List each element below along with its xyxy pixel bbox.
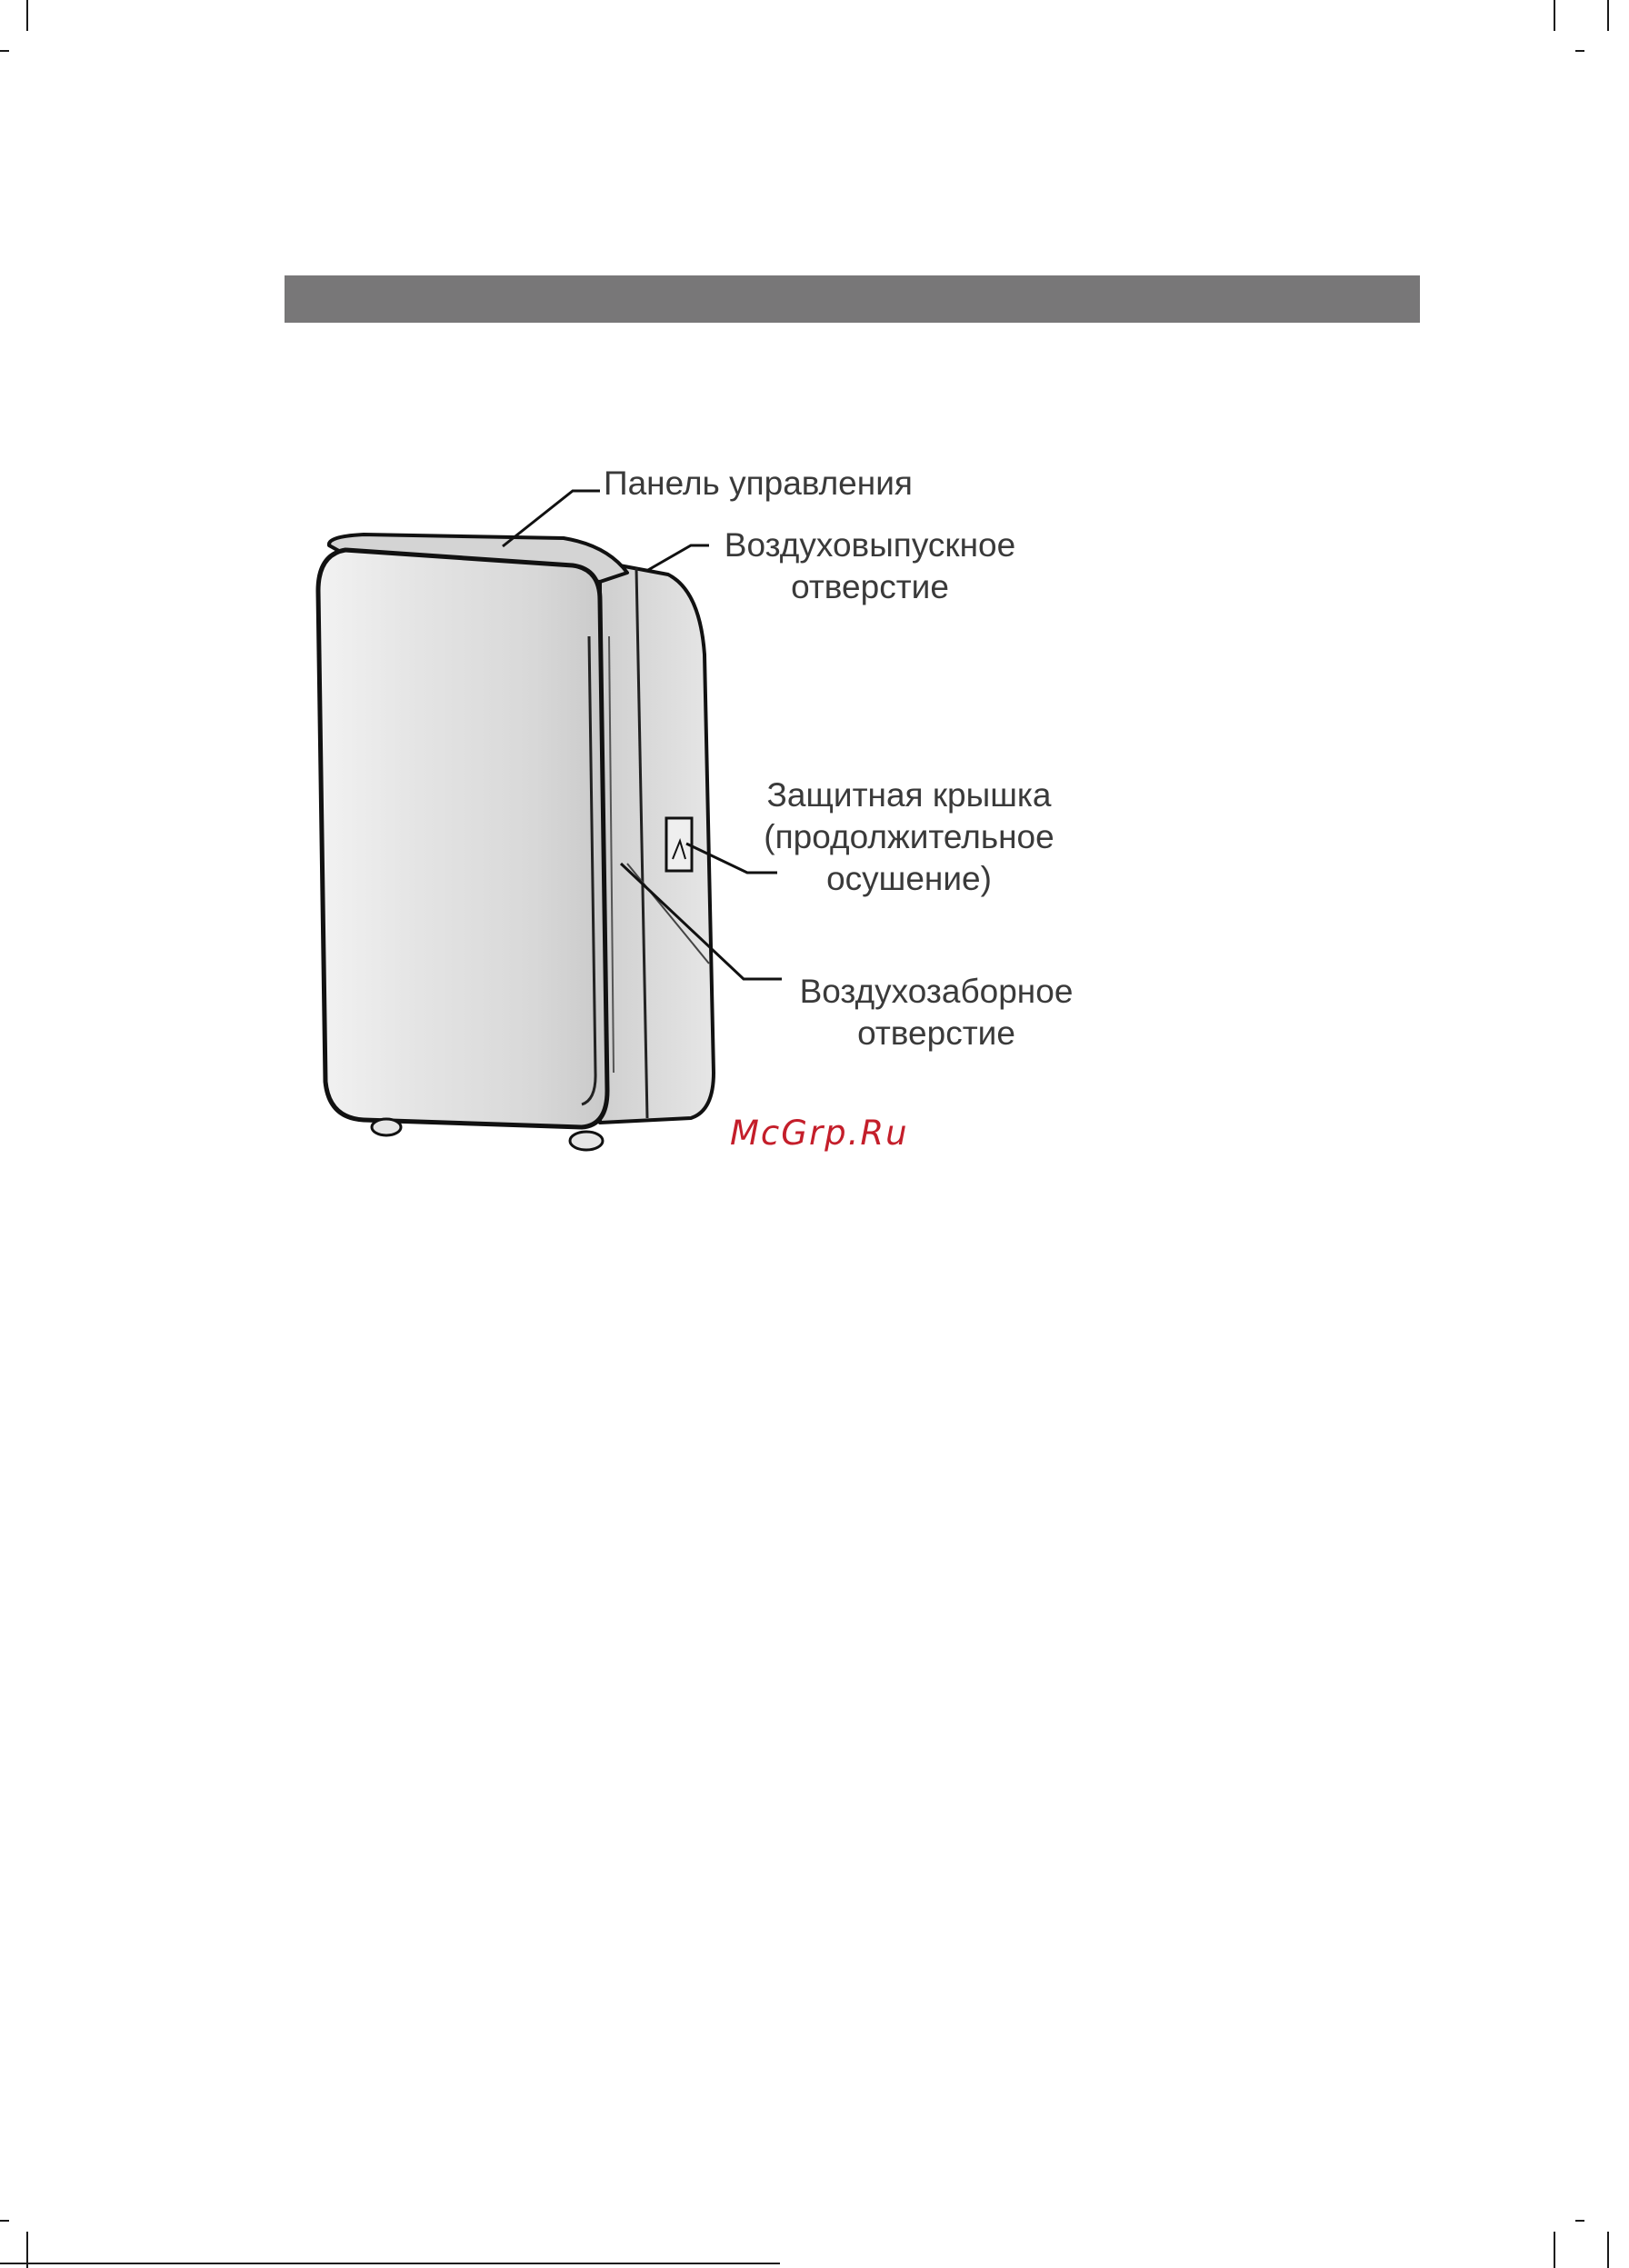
front-panel — [318, 550, 607, 1127]
watermark-text: McGrp.Ru — [730, 1114, 909, 1153]
label-protective-cover-line3: осушение) — [826, 860, 992, 897]
wheel-right — [570, 1132, 603, 1150]
label-protective-cover-line1: Защитная крышка — [766, 776, 1052, 814]
side-panel — [600, 562, 714, 1123]
label-air-inlet-line2: отверстие — [857, 1014, 1015, 1052]
label-control-panel: Панель управления — [604, 465, 913, 502]
label-air-outlet — [715, 525, 1024, 608]
label-protective-cover-line2: (продолжительное — [764, 818, 1054, 855]
label-air-inlet-line1: Воздухозаборное — [799, 973, 1074, 1010]
wheel-left — [372, 1119, 401, 1135]
label-protective-cover — [745, 774, 1073, 900]
label-air-outlet-line2: отверстие — [791, 568, 949, 605]
label-air-outlet-line1: Воздуховыпускное — [724, 526, 1016, 564]
label-air-inlet — [782, 971, 1091, 1054]
leader-air-outlet — [648, 545, 709, 570]
